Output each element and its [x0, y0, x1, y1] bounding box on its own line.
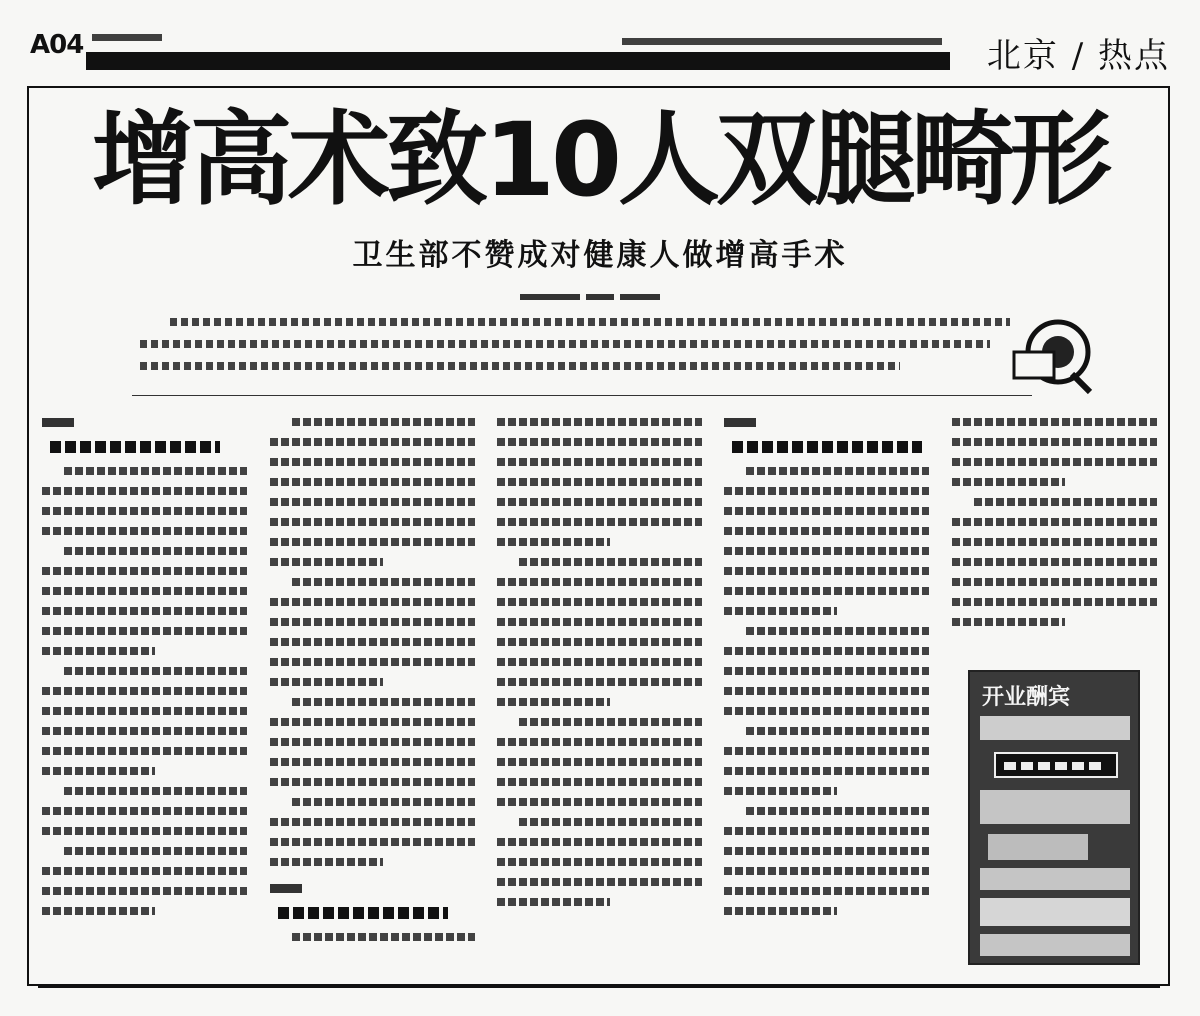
column-tag	[270, 884, 302, 893]
text-line	[497, 778, 702, 786]
text-line	[497, 618, 702, 626]
text-line	[724, 667, 929, 675]
article-column-2	[270, 418, 475, 953]
text-line	[952, 518, 1157, 526]
masthead-contact-info	[622, 38, 942, 45]
text-line	[42, 647, 155, 655]
text-line	[974, 498, 1157, 506]
text-line	[270, 618, 475, 626]
text-line	[270, 638, 475, 646]
text-line	[952, 578, 1157, 586]
text-line	[42, 487, 247, 495]
ad-text-block	[980, 898, 1130, 926]
text-line	[42, 907, 155, 915]
text-line	[724, 767, 929, 775]
text-line	[64, 667, 247, 675]
text-line	[497, 578, 702, 586]
text-line	[64, 787, 247, 795]
text-line	[724, 567, 929, 575]
article-column-5	[952, 418, 1157, 638]
text-line	[952, 538, 1157, 546]
text-line	[952, 558, 1157, 566]
text-line	[42, 727, 247, 735]
ad-text-block	[980, 716, 1130, 740]
text-line	[724, 507, 929, 515]
text-line	[746, 807, 929, 815]
text-line	[42, 887, 247, 895]
advertisement	[968, 670, 1140, 965]
text-line	[42, 567, 247, 575]
subheadline: 卫生部不赞成对健康人做增高手术	[352, 238, 848, 273]
text-line	[497, 458, 702, 466]
text-line	[497, 478, 702, 486]
text-line	[292, 698, 475, 706]
text-line	[497, 698, 610, 706]
text-line	[42, 687, 247, 695]
text-line	[497, 498, 702, 506]
byline	[520, 285, 680, 293]
column-logo-icon	[1010, 312, 1096, 398]
text-line	[746, 627, 929, 635]
text-line	[724, 587, 929, 595]
text-line	[270, 558, 383, 566]
intro-paragraph	[140, 318, 1000, 384]
text-line	[270, 858, 383, 866]
text-line	[724, 847, 929, 855]
text-line	[952, 618, 1065, 626]
text-line	[42, 627, 247, 635]
text-line	[497, 878, 702, 886]
text-line	[724, 707, 929, 715]
ad-text-block	[980, 790, 1130, 824]
text-line	[270, 458, 475, 466]
text-line	[270, 678, 383, 686]
text-line	[64, 547, 247, 555]
text-line	[42, 867, 247, 875]
text-line	[270, 658, 475, 666]
column-tag	[42, 418, 74, 427]
text-line	[497, 758, 702, 766]
text-line	[519, 558, 702, 566]
text-line	[724, 607, 837, 615]
text-line	[140, 340, 990, 348]
text-line	[724, 527, 929, 535]
text-line	[497, 658, 702, 666]
text-line	[497, 538, 610, 546]
text-line	[497, 858, 702, 866]
bottom-rule	[38, 985, 1160, 988]
text-line	[270, 758, 475, 766]
article-column-1	[42, 418, 247, 927]
column-subhead	[732, 441, 922, 453]
text-line	[42, 747, 247, 755]
text-line	[497, 678, 702, 686]
text-line	[497, 838, 702, 846]
section-label: 北京 / 热点	[986, 36, 1170, 76]
text-line	[270, 738, 475, 746]
text-line	[64, 467, 247, 475]
text-line	[497, 638, 702, 646]
text-line	[952, 458, 1157, 466]
text-line	[270, 498, 475, 506]
masthead-dateline	[92, 34, 162, 41]
ad-text-block	[988, 834, 1088, 860]
ad-banner	[994, 752, 1118, 778]
text-line	[42, 587, 247, 595]
ad-text-block	[980, 868, 1130, 890]
text-line	[746, 467, 929, 475]
text-line	[42, 767, 155, 775]
text-line	[64, 847, 247, 855]
masthead	[0, 0, 1200, 90]
text-line	[724, 647, 929, 655]
column-subhead	[278, 907, 448, 919]
text-line	[724, 747, 929, 755]
text-line	[724, 547, 929, 555]
text-line	[952, 598, 1157, 606]
text-line	[42, 507, 247, 515]
text-line	[724, 827, 929, 835]
text-line	[270, 818, 475, 826]
text-line	[497, 518, 702, 526]
text-line	[497, 438, 702, 446]
ad-text-block	[980, 934, 1130, 956]
article-column-3	[497, 418, 702, 918]
text-line	[292, 798, 475, 806]
text-line	[746, 727, 929, 735]
text-line	[724, 867, 929, 875]
masthead-bar	[86, 52, 950, 70]
text-line	[140, 362, 900, 370]
text-line	[952, 418, 1157, 426]
text-line	[270, 478, 475, 486]
text-line	[497, 738, 702, 746]
text-line	[270, 718, 475, 726]
text-line	[170, 318, 1010, 326]
text-line	[270, 538, 475, 546]
text-line	[724, 907, 837, 915]
text-line	[519, 818, 702, 826]
page-number: A04	[30, 30, 84, 60]
text-line	[42, 607, 247, 615]
text-line	[724, 487, 929, 495]
text-line	[42, 827, 247, 835]
ad-title: 开业酬宾	[982, 685, 1071, 710]
text-line	[42, 707, 247, 715]
text-line	[497, 598, 702, 606]
intro-divider	[132, 395, 1032, 396]
article-column-4	[724, 418, 929, 927]
text-line	[724, 887, 929, 895]
text-line	[952, 438, 1157, 446]
text-line	[497, 418, 702, 426]
text-line	[724, 687, 929, 695]
text-line	[270, 838, 475, 846]
text-line	[270, 438, 475, 446]
text-line	[724, 787, 837, 795]
text-line	[42, 807, 247, 815]
text-line	[292, 578, 475, 586]
text-line	[497, 898, 610, 906]
text-line	[952, 478, 1065, 486]
text-line	[292, 933, 475, 941]
text-line	[270, 518, 475, 526]
text-line	[42, 527, 247, 535]
text-line	[519, 718, 702, 726]
text-line	[270, 778, 475, 786]
headline: 增高术致10人双腿畸形	[92, 101, 1108, 220]
text-line	[270, 598, 475, 606]
column-subhead	[50, 441, 220, 453]
text-line	[292, 418, 475, 426]
column-tag	[724, 418, 756, 427]
text-line	[497, 798, 702, 806]
